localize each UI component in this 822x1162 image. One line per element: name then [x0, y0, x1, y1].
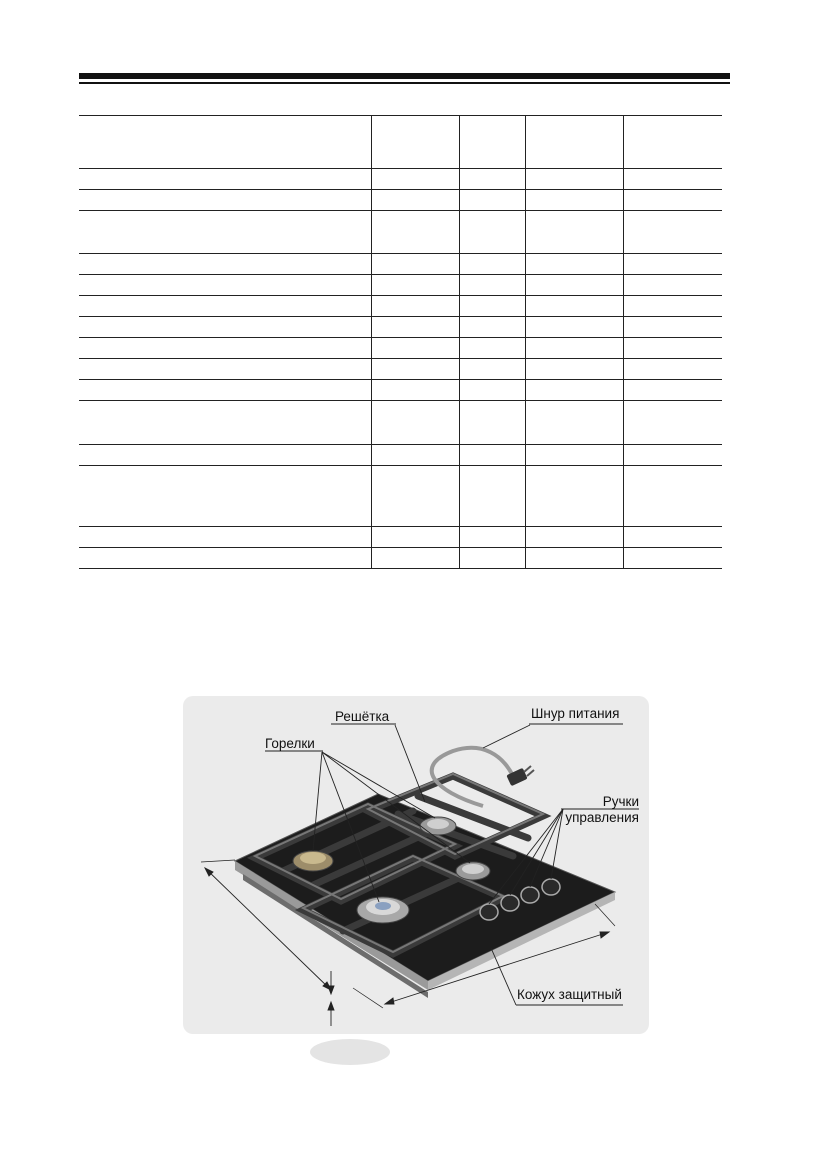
header-rule-thin — [79, 82, 730, 84]
gas-hob-illustration — [183, 696, 649, 1034]
specifications-table — [79, 115, 722, 569]
power-cord-label: Шнур питания — [531, 706, 620, 721]
table-row — [79, 359, 722, 380]
protective-shield-label: Кожух защитный — [517, 987, 622, 1002]
table-row — [79, 296, 722, 317]
table-row — [79, 338, 722, 359]
control-knobs-label-line1: Ручки — [602, 794, 639, 809]
burner-icon — [293, 851, 333, 871]
table-row — [79, 116, 722, 169]
table-row — [79, 466, 722, 527]
table-row — [79, 275, 722, 296]
grate-label: Решётка — [335, 709, 390, 724]
hob-illustration-panel — [183, 696, 649, 1034]
table-row — [79, 317, 722, 338]
table-row — [79, 527, 722, 548]
table-row — [79, 211, 722, 254]
table-row — [79, 190, 722, 211]
burner-icon — [420, 817, 456, 835]
control-knobs-label-line2: управления — [565, 810, 639, 825]
burner-icon — [456, 862, 490, 880]
header-rule-thick — [79, 73, 730, 79]
table-row — [79, 254, 722, 275]
table-row — [79, 401, 722, 445]
table-row — [79, 169, 722, 190]
page-number-badge — [310, 1039, 390, 1065]
burner-icon — [357, 897, 409, 923]
table-row — [79, 380, 722, 401]
burners-label: Горелки — [265, 736, 315, 751]
table-row — [79, 548, 722, 569]
table-row — [79, 445, 722, 466]
